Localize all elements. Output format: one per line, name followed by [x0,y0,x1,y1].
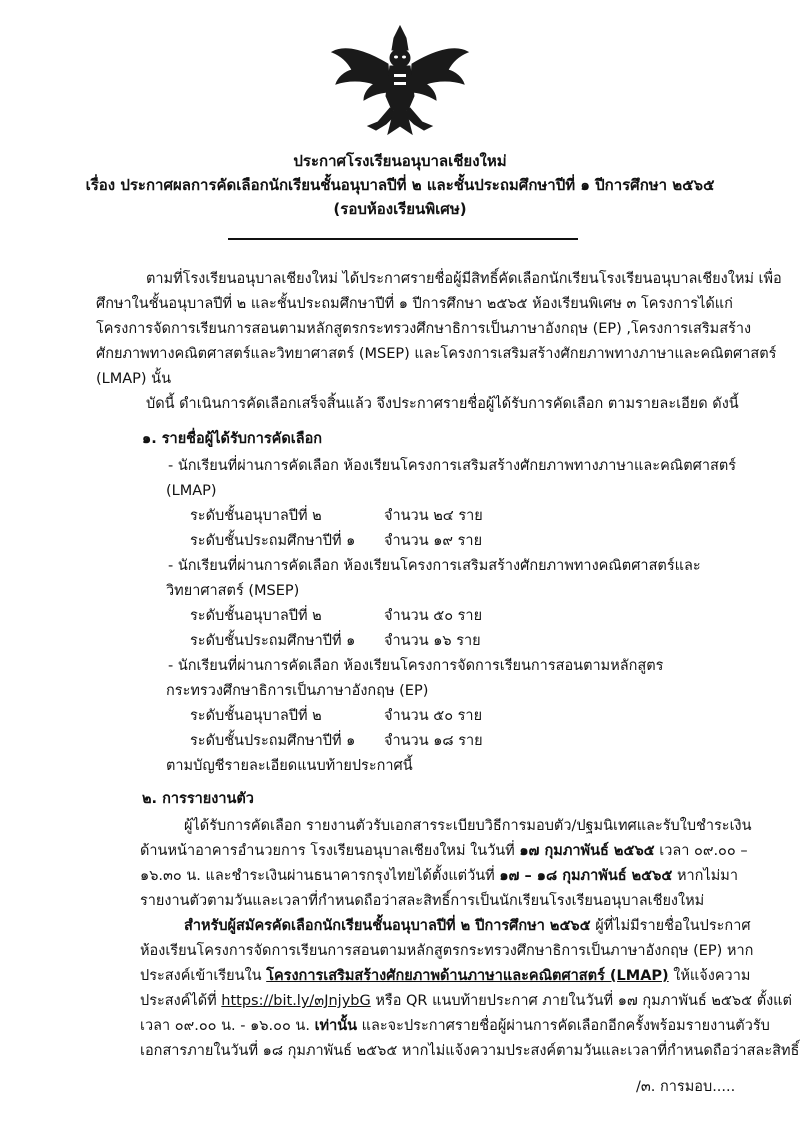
section1-footer: ตามบัญชีรายละเอียดแนบท้ายประกาศนี้ [166,758,413,774]
group-title: - นักเรียนที่ผ่านการคัดเลือก ห้องเรียนโครงการจัดการเรียนการสอนตามหลักสูตร [168,658,664,674]
level-count: จำนวน ๒๔ ราย [384,508,483,524]
section2-line: รายงานตัวตามวันและเวลาที่กำหนดถือว่าสละสิทธิ์การเป็นนักเรียนโรงเรียนอนุบาลเชียงใหม่ [140,893,705,909]
registration-link[interactable]: https://bit.ly/๓JnjybG [221,993,371,1009]
lmap-project-name: โครงการเสริมสร้างศักยภาพด้านภาษาและคณิตศาสตร์ (LMAP) [266,968,669,984]
level-label: ระดับชั้นอนุบาลปีที่ ๒ [190,508,322,524]
intro-line: (LMAP) นั้น [96,371,171,387]
intro-line: ศึกษาในชั้นอนุบาลปีที่ ๒ และชั้นประถมศึกษาปีที่ ๑ ปีการศึกษา ๒๕๖๕ ห้องเรียนพิเศษ ๓ โครงการได้แก่ [96,296,733,312]
section2-line: ผู้ได้รับการคัดเลือก รายงานตัวรับเอกสารระเบียบวิธีการมอบตัว/ปฐมนิเทศและรับใบชำระเงิน [184,818,752,834]
level-count: จำนวน ๕๐ ราย [384,708,483,724]
level-count: จำนวน ๑๘ ราย [384,733,483,749]
section2-line: สำหรับผู้สมัครคัดเลือกนักเรียนชั้นอนุบาลปีที่ ๒ ปีการศึกษา ๒๕๖๕ ผู้ที่ไม่มีรายชื่อในประกาศ [184,918,751,934]
level-label: ระดับชั้นประถมศึกษาปีที่ ๑ [190,633,356,649]
section1-heading: ๑. รายชื่อผู้ได้รับการคัดเลือก [142,431,323,447]
announcement-subject: เรื่อง ประกาศผลการคัดเลือกนักเรียนชั้นอนุบาลปีที่ ๒ และชั้นประถมศึกษาปีที่ ๑ ปีการศึกษา ๒๕๖๕ [85,176,715,194]
section2-line: ห้องเรียนโครงการจัดการเรียนการสอนตามหลักสูตรกระทรวงศึกษาธิการเป็นภาษาอังกฤษ (EP) หาก [140,943,754,959]
level-label: ระดับชั้นอนุบาลปีที่ ๒ [190,608,322,624]
intro-line: ตามที่โรงเรียนอนุบาลเชียงใหม่ ได้ประกาศรายชื่อผู้มีสิทธิ์คัดเลือกนักเรียนโรงเรียนอนุบาลเชียงใหม่ เพื่อ [146,271,782,287]
group-title: วิทยาศาสตร์ (MSEP) [166,583,300,599]
intro-line: โครงการจัดการเรียนการสอนตามหลักสูตรกระทรวงศึกษาธิการเป็นภาษาอังกฤษ (EP) ,โครงการเสริมสร้าง [96,321,752,337]
section2-line: เวลา ๐๙.๐๐ น. - ๑๖.๐๐ น. เท่านั้น และจะประกาศรายชื่อผู้ผ่านการคัดเลือกอีกครั้งพร้อมรายงานตัวรับ [140,1018,770,1034]
section2-heading: ๒. การรายงานตัว [142,791,254,807]
group-title: (LMAP) [166,483,217,499]
level-label: ระดับชั้นอนุบาลปีที่ ๒ [190,708,322,724]
garuda-emblem-icon [328,22,472,140]
section2-line: เอกสารภายในวันที่ ๑๘ กุมภาพันธ์ ๒๕๖๕ หากไม่แจ้งความประสงค์ตามวันและเวลาที่กำหนดถือว่าสละสิทธิ์ [140,1043,800,1059]
group-title: กระทรวงศึกษาธิการเป็นภาษาอังกฤษ (EP) [166,683,429,699]
level-count: จำนวน ๑๖ ราย [384,633,481,649]
intro-line: บัดนี้ ดำเนินการคัดเลือกเสร็จสิ้นแล้ว จึงประกาศรายชื่อผู้ได้รับการคัดเลือก ตามรายละเอียด ดังนี้ [146,396,739,412]
level-label: ระดับชั้นประถมศึกษาปีที่ ๑ [190,733,356,749]
section2-line: ด้านหน้าอาคารอำนวยการ โรงเรียนอนุบาลเชียงใหม่ ในวันที่ ๑๗ กุมภาพันธ์ ๒๕๖๕ เวลา ๐๙.๐๐ – [140,843,748,859]
announcement-round: (รอบห้องเรียนพิเศษ) [333,200,467,218]
level-count: จำนวน ๑๙ ราย [384,533,483,549]
section2-line: ๑๖.๓๐ น. และชำระเงินผ่านธนาคารกรุงไทยได้ตั้งแต่วันที่ ๑๗ – ๑๘ กุมภาพันธ์ ๒๕๖๕ หากไม่มา [140,868,738,884]
intro-line: ศักยภาพทางคณิตศาสตร์และวิทยาศาสตร์ (MSEP) และโครงการเสริมสร้างศักยภาพทางภาษาและคณิตศาสตร์ [96,346,777,362]
level-count: จำนวน ๕๐ ราย [384,608,483,624]
continuation-marker: /๓. การมอบ..... [636,1079,736,1095]
header-divider [228,238,578,240]
announcement-title: ประกาศโรงเรียนอนุบาลเชียงใหม่ [293,152,507,170]
section2-line: ประสงค์ได้ที่ https://bit.ly/๓JnjybG หรือ QR แนบท้ายประกาศ ภายในวันที่ ๑๗ กุมภาพันธ์ ๒๕๖๕ ตั้งแต่ [140,993,792,1009]
section2-line: ประสงค์เข้าเรียนใน โครงการเสริมสร้างศักยภาพด้านภาษาและคณิตศาสตร์ (LMAP) ให้แจ้งความ [140,968,751,984]
group-title: - นักเรียนที่ผ่านการคัดเลือก ห้องเรียนโครงการเสริมสร้างศักยภาพทางภาษาและคณิตศาสตร์ [168,458,737,474]
group-title: - นักเรียนที่ผ่านการคัดเลือก ห้องเรียนโครงการเสริมสร้างศักยภาพทางคณิตศาสตร์และ [168,558,701,574]
level-label: ระดับชั้นประถมศึกษาปีที่ ๑ [190,533,356,549]
